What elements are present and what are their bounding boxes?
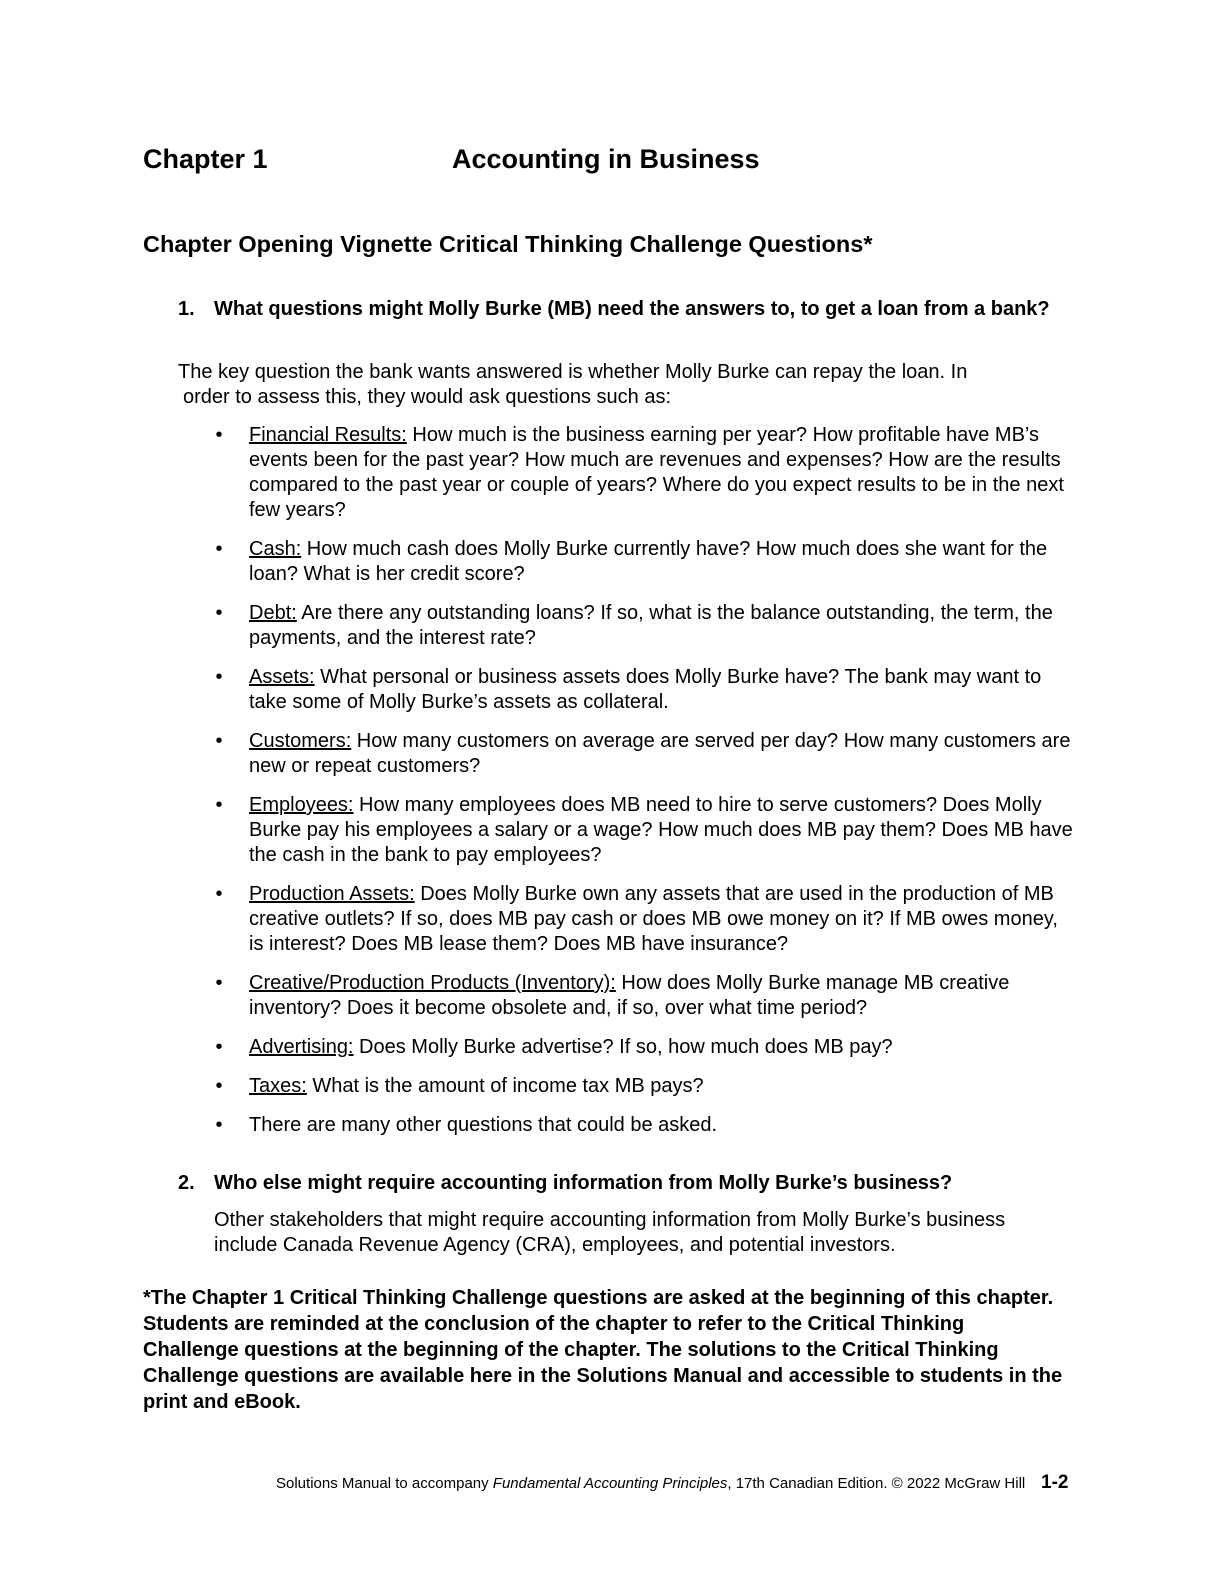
bullet-topic: Advertising: xyxy=(249,1036,354,1058)
list-item xyxy=(214,882,1074,957)
bullet-icon: • xyxy=(215,1114,223,1136)
bullet-text: There are many other questions that could be asked. xyxy=(249,1114,718,1136)
bullet-text: How does Molly Burke manage MB creative inventory? Does it become obsolete and, if so, over what time period? xyxy=(249,972,1010,1019)
bullet-topic: Financial Results: xyxy=(249,424,407,446)
question-number: 1. xyxy=(178,298,195,320)
bullet-topic: Assets: xyxy=(249,666,315,688)
list-item xyxy=(214,601,1074,651)
bullet-text: Are there any outstanding loans? If so, what is the balance outstanding, the term, the payments, and the interest rate? xyxy=(249,602,1053,649)
bullet-text: Does Molly Burke advertise? If so, how much does MB pay? xyxy=(353,1036,893,1058)
chapter-title: Accounting in Business xyxy=(452,144,760,174)
footer-book-title: Fundamental Accounting Principles xyxy=(492,1475,728,1492)
bullet-topic: Cash: xyxy=(249,538,302,560)
list-item xyxy=(214,537,1074,587)
footer-suffix: , 17th Canadian Edition. © 2022 McGraw Hill xyxy=(727,1475,1026,1492)
bullet-text: What is the amount of income tax MB pays? xyxy=(306,1075,704,1097)
bullet-icon: • xyxy=(215,794,223,816)
bullet-text: How many customers on average are served per day? How many customers are new or repeat customers? xyxy=(249,730,1071,777)
answer-1-intro xyxy=(178,360,1058,410)
question-text: Who else might require accounting information from Molly Burke’s business? xyxy=(214,1172,953,1194)
bullet-topic: Creative/Production Products (Inventory): xyxy=(249,972,616,994)
question-number: 2. xyxy=(178,1172,195,1194)
list-item xyxy=(214,423,1074,523)
bullet-icon: • xyxy=(215,972,223,994)
list-item xyxy=(214,793,1074,868)
list-item xyxy=(214,1074,1074,1099)
bullet-text: How much cash does Molly Burke currently have? How much does she want for the loan? What is her credit score? xyxy=(249,538,1048,585)
bullet-text: Does Molly Burke own any assets that are used in the production of MB creative outlets? If so, does MB pay cash or does MB owe money on it? If MB owes money, is interest? Does MB lease them? Does MB have insurance? xyxy=(249,883,1058,955)
bullet-icon: • xyxy=(215,1036,223,1058)
list-item xyxy=(214,1113,1074,1138)
bullet-topic: Customers: xyxy=(249,730,352,752)
bullet-icon: • xyxy=(215,602,223,624)
answer-1-intro-line-1: The key question the bank wants answered is whether Molly Burke can repay the loan. In xyxy=(178,361,968,383)
bullet-icon: • xyxy=(215,730,223,752)
section-heading: Chapter Opening Vignette Critical Thinking Challenge Questions* xyxy=(143,231,873,257)
bullet-icon: • xyxy=(215,1075,223,1097)
bullet-topic: Taxes: xyxy=(249,1075,307,1097)
page-footer xyxy=(276,1474,1076,1494)
footnote: *The Chapter 1 Critical Thinking Challenge questions are asked at the beginning of this chapter. Students are reminded at the conclusion of the chapter to refer to the Critical Thinking Challenge questions at the beginning of the chapter. The solutions to the Critical Thinking Challenge questions are available here in the Solutions Manual and accessible to students in the print and eBook. xyxy=(143,1287,1063,1413)
bullet-text: What personal or business assets does Molly Burke have? The bank may want to take some of Molly Burke’s assets as collateral. xyxy=(249,666,1042,713)
bullet-topic: Employees: xyxy=(249,794,354,816)
bullet-text: How many employees does MB need to hire to serve customers? Does Molly Burke pay his employees a salary or a wage? How much does MB pay them? Does MB have the cash in the bank to pay employees? xyxy=(249,794,1073,866)
bullet-list xyxy=(214,423,1074,1152)
footer-prefix: Solutions Manual to accompany xyxy=(276,1475,493,1492)
bullet-icon: • xyxy=(215,424,223,446)
bullet-text: How much is the business earning per year? How profitable have MB’s events been for the past year? How much are revenues and expenses? How are the results compared to the past year or couple of years? Where do you expect results to be in the next few years? xyxy=(249,424,1064,521)
list-item xyxy=(214,971,1074,1021)
question-text: What questions might Molly Burke (MB) need the answers to, to get a loan from a bank? xyxy=(214,298,1050,320)
chapter-label: Chapter 1 xyxy=(143,144,268,174)
page-number: 1-2 xyxy=(1041,1472,1069,1493)
bullet-topic: Production Assets: xyxy=(249,883,415,905)
bullet-icon: • xyxy=(215,883,223,905)
bullet-topic: Debt: xyxy=(249,602,297,624)
list-item xyxy=(214,729,1074,779)
answer-2: Other stakeholders that might require accounting information from Molly Burke’s business include Canada Revenue Agency (CRA), employees, and potential investors. xyxy=(214,1209,1006,1256)
list-item xyxy=(214,665,1074,715)
bullet-icon: • xyxy=(215,538,223,560)
list-item xyxy=(214,1035,1074,1060)
bullet-icon: • xyxy=(215,666,223,688)
answer-1-intro-line-2: order to assess this, they would ask questions such as: xyxy=(183,386,672,408)
